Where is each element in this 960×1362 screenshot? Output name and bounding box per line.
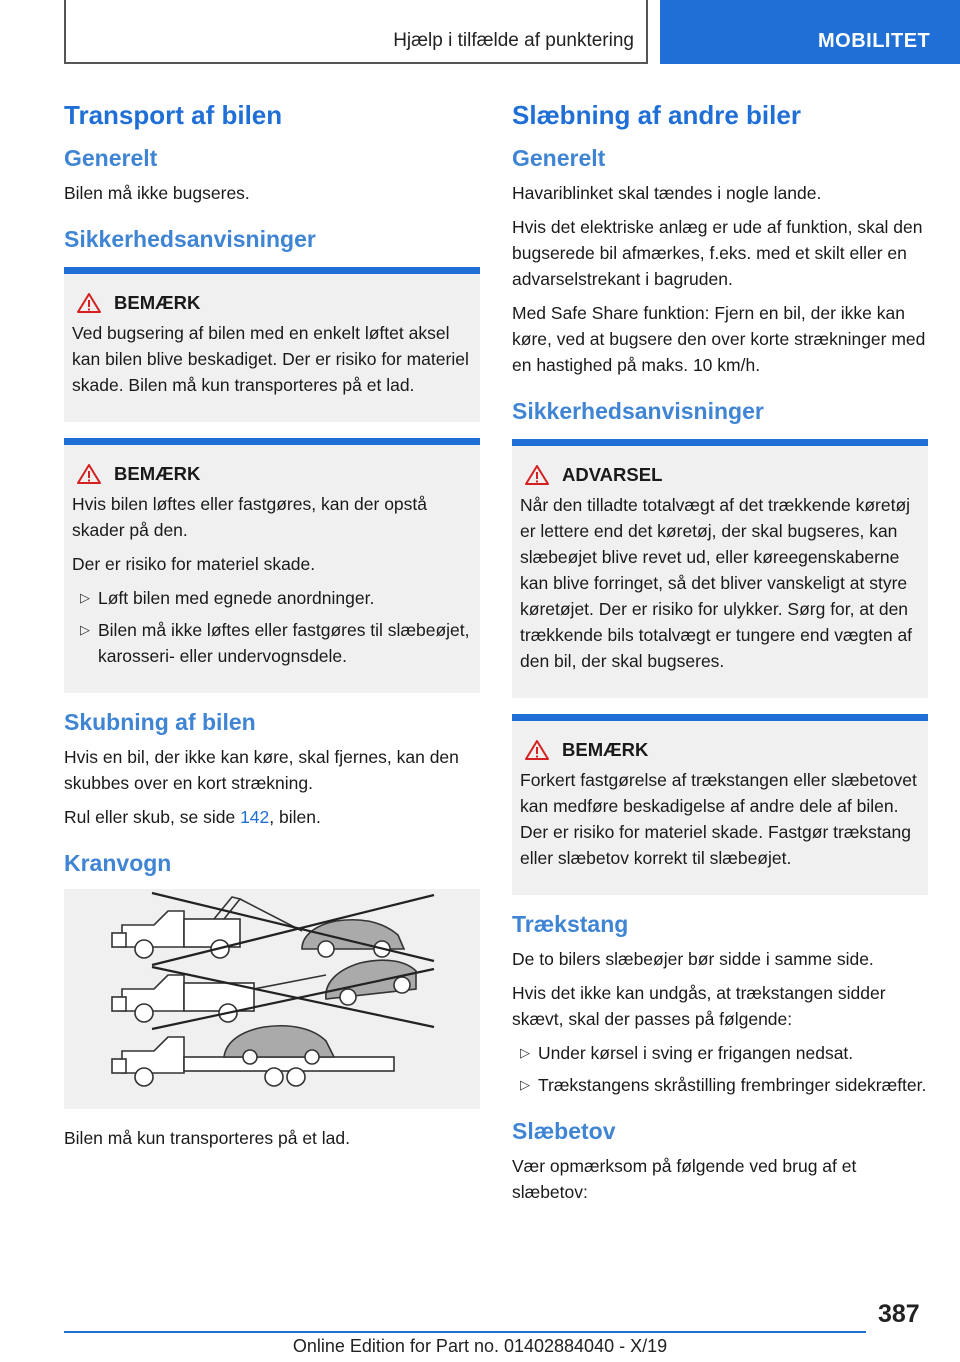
text-skubning: Hvis en bil, der ikke kan køre, skal fjernes, kan den skubbes over en kort strækning. (64, 747, 459, 793)
notice-label: ADVARSEL (562, 464, 663, 485)
notice-text: Når den tilladte totalvægt af det trækkende køretøj er lettere end det køretøj, der skal bugseres, kan slæbeøjet blive revet ud, eller køreegenskaberne kan blive forringet, så det bliver vanskeligt at styre køretøjet. Der er risiko for ulykker. Sørg for, at den trækkende bils totalvægt er tungere end vægten af den bil, der skal bugseres. (520, 495, 913, 671)
footer-divider (64, 1331, 866, 1333)
warning-box (512, 439, 928, 698)
warning-triangle-icon (524, 739, 550, 761)
heading-sikkerhed: Sikkerhedsanvisninger (512, 398, 764, 424)
warning-triangle-icon (76, 292, 102, 314)
list-item: ▷ Løft bilen med egnede anordninger. (72, 585, 472, 611)
notice-label: BEMÆRK (562, 739, 649, 760)
notice-box-3 (512, 714, 928, 895)
bullet-triangle-icon: ▷ (520, 1045, 530, 1060)
bullet-triangle-icon: ▷ (80, 590, 90, 605)
list-item: ▷ Under kørsel i sving er frigangen nedsat. (512, 1040, 928, 1066)
bullet-list (512, 1040, 928, 1098)
notice-text: Hvis bilen løftes eller fastgøres, kan der opstå skader på den. (72, 494, 428, 540)
text-kranvogn: Bilen må kun transporteres på et lad. (64, 1128, 350, 1148)
notice-header (76, 463, 472, 485)
page-number: 387 (878, 1300, 920, 1328)
notice-box-2 (64, 438, 480, 693)
text-paragraph: De to bilers slæbeøjer bør sidde i samme side. (512, 949, 874, 969)
notice-text: Ved bugsering af bilen med en enkelt løftet aksel kan bilen blive beskadiget. Der er risiko for materiel skade. Bilen må kun transporteres på et lad. (72, 323, 469, 395)
towing-illustration (64, 889, 480, 1109)
text-paragraph: Vær opmærksom på følgende ved brug af et slæbetov: (512, 1156, 857, 1202)
heading-traekstang: Trækstang (512, 911, 629, 937)
text-paragraph: Hvis det ikke kan undgås, at trækstangen sidder skævt, skal der passes på følgende: (512, 983, 886, 1029)
bullet-triangle-icon: ▷ (520, 1077, 530, 1092)
warning-triangle-icon (524, 464, 550, 486)
text-rul: Rul eller skub, se side 142, bilen. (64, 807, 321, 827)
bullet-triangle-icon: ▷ (80, 622, 90, 637)
notice-label: BEMÆRK (114, 292, 201, 313)
header-box (64, 0, 648, 64)
bullet-list (72, 585, 472, 669)
notice-text: Der er risiko for materiel skade. (72, 554, 316, 574)
warning-triangle-icon (76, 463, 102, 485)
notice-label: BEMÆRK (114, 463, 201, 484)
heading-slaebning: Slæbning af andre biler (512, 100, 801, 130)
notice-header (524, 464, 920, 486)
notice-box-1 (64, 267, 480, 422)
notice-text: Forkert fastgørelse af trækstangen eller slæbetovet kan medføre beskadigelse af andre dele af bilen. Der er risiko for materiel skade. Fastgør trækstang eller slæbetov korrekt til slæbeøjet. (520, 770, 917, 868)
heading-skubning: Skubning af bilen (64, 709, 256, 735)
heading-transport: Transport af bilen (64, 100, 283, 130)
heading-generelt: Generelt (64, 145, 158, 171)
page-link[interactable]: 142 (240, 807, 270, 827)
text-paragraph: Med Safe Share funktion: Fjern en bil, der ikke kan køre, ved at bugsere den over korte strækninger med en hastighed på maks. 10 km/h. (512, 303, 926, 375)
section-tab: MOBILITET (660, 0, 960, 64)
list-item: ▷ Trækstangens skråstilling frembringer sidekræfter. (512, 1072, 928, 1098)
text-generelt: Bilen må ikke bugseres. (64, 183, 250, 203)
text-paragraph: Hvis det elektriske anlæg er ude af funktion, skal den bugserede bil afmærkes, f.eks. med et skilt eller en advarselstrekant i bagruden. (512, 217, 923, 289)
header-title: Hjælp i tilfælde af punktering (393, 30, 634, 51)
right-column (512, 100, 928, 1213)
footer-edition: Online Edition for Part no. 01402884040 - X/19 (292, 1336, 668, 1356)
left-column (64, 100, 480, 1159)
heading-kranvogn: Kranvogn (64, 850, 172, 876)
heading-slaebetov: Slæbetov (512, 1118, 616, 1144)
notice-header (76, 292, 472, 314)
text-paragraph: Havariblinket skal tændes i nogle lande. (512, 183, 822, 203)
heading-generelt: Generelt (512, 145, 606, 171)
heading-sikkerhed: Sikkerhedsanvisninger (64, 226, 316, 252)
tow-truck-illustration (64, 889, 480, 1109)
list-item: ▷ Bilen må ikke løftes eller fastgøres til slæbeøjet, karosseri- eller undervognsdele. (72, 617, 472, 669)
notice-header (524, 739, 920, 761)
